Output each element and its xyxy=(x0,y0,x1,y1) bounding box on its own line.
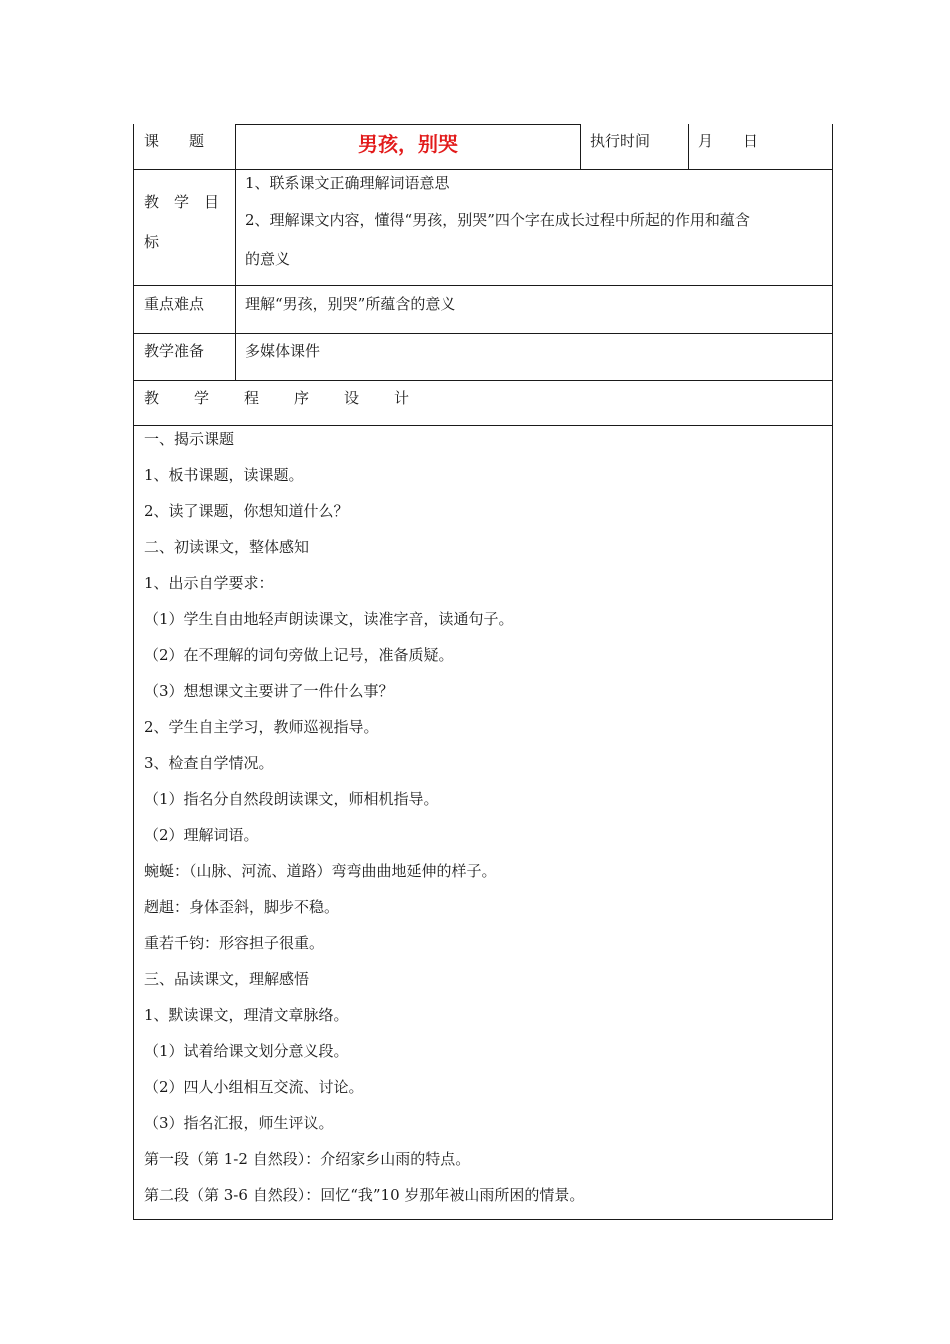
vocab-line: 蜿蜒：（山脉、河流、道路）弯弯曲曲地延伸的样子。 xyxy=(144,862,497,880)
body-line: （1）指名分自然段朗读课文，师相机指导。 xyxy=(144,790,439,808)
lesson-title: 男孩，别哭 xyxy=(358,132,458,156)
design-header-char: 计 xyxy=(394,389,410,407)
objective-1: 1、联系课文正确理解词语意思 xyxy=(245,174,450,192)
prep-value: 多媒体课件 xyxy=(245,342,321,360)
objectives-label-cont: 标 xyxy=(144,233,160,251)
body-line: 2、读了课题，你想知道什么？ xyxy=(144,502,349,520)
body-line: 第一段（第 1-2 自然段）：介绍家乡山雨的特点。 xyxy=(144,1150,471,1168)
body-line: 3、检查自学情况。 xyxy=(144,754,274,772)
objective-2-cont: 的意义 xyxy=(245,250,291,268)
design-header-char: 序 xyxy=(294,389,310,407)
section-heading: 二、初读课文，整体感知 xyxy=(144,538,310,556)
design-header-char: 学 xyxy=(194,389,210,407)
body-line: 2、学生自主学习，教师巡视指导。 xyxy=(144,718,379,736)
body-line: （2）在不理解的词句旁做上记号，准备质疑。 xyxy=(144,646,454,664)
design-header-char: 教 xyxy=(144,389,160,407)
body-line: （3）指名汇报，师生评议。 xyxy=(144,1114,334,1132)
section-heading: 一、揭示课题 xyxy=(144,430,235,448)
design-header-char: 程 xyxy=(244,389,260,407)
body-line: （2）四人小组相互交流、讨论。 xyxy=(144,1078,364,1096)
prep-label: 教学准备 xyxy=(144,342,205,360)
objectives-label: 教 学 目 xyxy=(144,193,220,211)
key-points: 理解“男孩，别哭”所蕴含的意义 xyxy=(245,295,456,313)
design-header-char: 设 xyxy=(344,389,360,407)
body-line: 1、出示自学要求： xyxy=(144,574,274,592)
body-line: （2）理解词语。 xyxy=(144,826,259,844)
objective-2: 2、理解课文内容，懂得“男孩，别哭”四个字在成长过程中所起的作用和蕴含 xyxy=(245,211,750,229)
body-line: （1）试着给课文划分意义段。 xyxy=(144,1042,349,1060)
key-points-label: 重点难点 xyxy=(144,295,205,313)
body-line: （3）想想课文主要讲了一件什么事？ xyxy=(144,682,394,700)
topic-label: 课 题 xyxy=(144,132,205,150)
body-line: 1、板书课题，读课题。 xyxy=(144,466,304,484)
body-line: 1、默读课文，理清文章脉络。 xyxy=(144,1006,349,1024)
body-line: （1）学生自由地轻声朗读课文，读准字音，读通句子。 xyxy=(144,610,514,628)
date-field: 月 日 xyxy=(698,132,759,150)
exec-time-label: 执行时间 xyxy=(590,132,651,150)
body-line: 第二段（第 3-6 自然段）：回忆“我”10 岁那年被山雨所困的情景。 xyxy=(144,1186,585,1204)
vocab-line: 趔趄：身体歪斜，脚步不稳。 xyxy=(144,898,340,916)
vocab-line: 重若千钧：形容担子很重。 xyxy=(144,934,325,952)
section-heading: 三、品读课文，理解感悟 xyxy=(144,970,310,988)
